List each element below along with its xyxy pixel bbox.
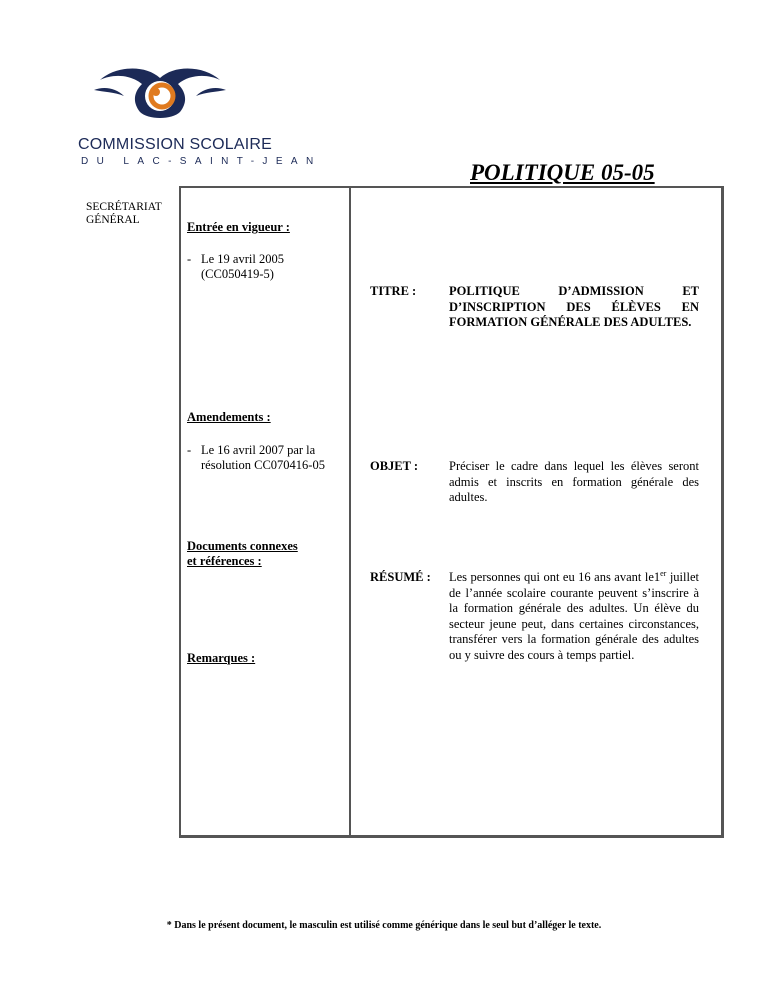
objet-label: OBJET : <box>370 459 419 473</box>
effective-date-heading: Entrée en vigueur : <box>187 220 290 234</box>
policy-title: POLITIQUE 05-05 <box>470 160 655 185</box>
effective-date-item <box>187 252 347 282</box>
org-subtitle: DU LAC-SAINT-JEAN <box>81 156 322 167</box>
remarks-heading: Remarques : <box>187 651 256 665</box>
list-dash: - <box>187 252 192 266</box>
resume-text-part1: Les personnes qui ont eu 16 ans avant le1 <box>449 570 661 584</box>
department-label: SECRÉTARIAT GÉNÉRAL <box>86 201 162 226</box>
footnote: * Dans le présent document, le masculin est utilisé comme générique dans le seul but d’alléger le texte. <box>166 920 602 931</box>
related-docs-heading-2: et références : <box>187 554 262 568</box>
resume-value <box>449 570 699 663</box>
titre-value: POLITIQUE D’ADMISSION ET D’INSCRIPTION DES ÉLÈVES EN FORMATION GÉNÉRALE DES ADULTES. <box>449 284 699 329</box>
organization-logo <box>78 56 322 176</box>
amendments-text: Le 16 avril 2007 par la résolution CC070416-05 <box>201 443 325 472</box>
titre-label: TITRE : <box>370 284 417 298</box>
column-divider <box>349 186 351 838</box>
list-dash: - <box>187 443 192 457</box>
objet-value: Préciser le cadre dans lequel les élèves seront admis et inscrits en formation générale des adultes. <box>449 459 699 504</box>
resume-label: RÉSUMÉ : <box>370 570 431 584</box>
resume-superscript: er <box>660 568 667 578</box>
amendments-heading: Amendements : <box>187 410 271 424</box>
org-name: COMMISSION SCOLAIRE <box>78 136 273 153</box>
resume-text-part2: juillet de l’année scolaire courante peuvent s’inscrire à la formation générale des adultes. Un élève du secteur jeune peut, dans certaines circonstances, transférer vers la formation générale des adultes ou y suivre des cours à temps partiel. <box>449 570 699 662</box>
school-board-emblem-icon <box>90 62 230 122</box>
amendments-item <box>187 443 347 473</box>
effective-date-text: Le 19 avril 2005 (CC050419-5) <box>201 252 284 281</box>
related-docs-heading-1: Documents connexes <box>187 539 298 553</box>
